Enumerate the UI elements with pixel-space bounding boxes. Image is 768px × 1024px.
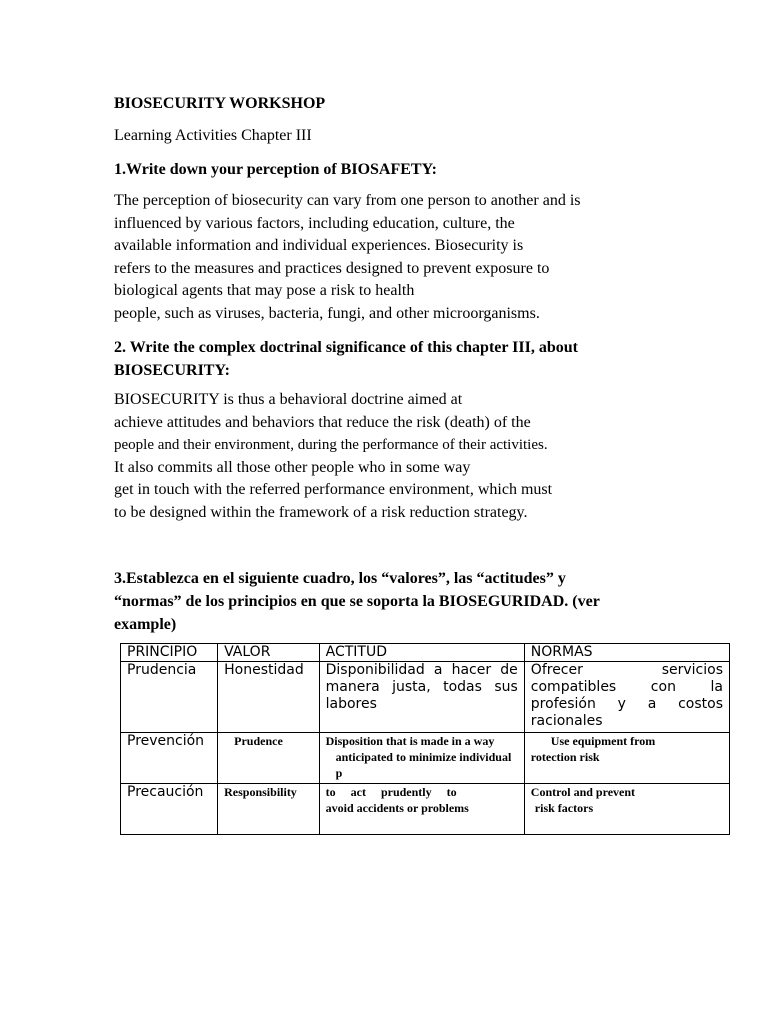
answer-1-line: people, such as viruses, bacteria, fungi, and other microorganisms. — [114, 304, 540, 322]
cell-valor: Responsibility — [218, 784, 320, 835]
cell-valor-text: Prudence — [234, 734, 283, 748]
answer-1-line: The perception of biosecurity can vary from one person to another and is — [114, 192, 581, 209]
principles-table — [120, 643, 730, 835]
answer-1-line: available information and individual experiences. Biosecurity is — [114, 237, 524, 255]
answer-1-line: refers to the measures and practices designed to prevent exposure to — [114, 259, 550, 277]
cell-normas-line: risk factors — [534, 801, 594, 815]
header-actitud: ACTITUD — [319, 644, 524, 662]
cell-actitud-line: to act prudently to — [325, 785, 457, 799]
answer-2-line: achieve attitudes and behaviors that reduce the risk (death) of the — [114, 413, 531, 431]
cell-normas-line: Use equipment from — [550, 734, 656, 748]
header-normas: NORMAS — [524, 644, 729, 662]
cell-normas-line: rotection risk — [530, 750, 600, 764]
cell-actitud: Disponibilidad a hacer de manera justa, todas sus labores — [319, 662, 524, 733]
answer-2-line: It also commits all those other people who in some way — [114, 458, 471, 476]
header-valor: VALOR — [218, 644, 320, 662]
answer-1-line: influenced by various factors, including education, culture, the — [114, 214, 515, 232]
answer-2-line: to be designed within the framework of a risk reduction strategy. — [114, 503, 528, 521]
table-header-row — [121, 644, 730, 662]
cell-normas — [524, 733, 729, 784]
header-principio: PRINCIPIO — [121, 644, 218, 662]
question-1: 1.Write down your perception of BIOSAFETY: — [114, 161, 437, 178]
answer-2-line: people and their environment, during the performance of their activities. — [114, 437, 548, 454]
document-title: BIOSECURITY WORKSHOP — [114, 95, 326, 112]
question-3: 3.Establezca en el siguiente cuadro, los “valores”, las “actitudes” y “normas” de los principios en que se soporta la BIOSEGURIDAD. (ver example) — [114, 570, 600, 633]
answer-1 — [114, 190, 581, 326]
table-row — [121, 662, 730, 733]
cell-actitud — [319, 733, 524, 784]
cell-normas-line: Control and prevent — [530, 785, 636, 799]
cell-principio: Prudencia — [121, 662, 218, 733]
cell-principio: Precaución — [121, 784, 218, 835]
cell-valor: Honestidad — [218, 662, 320, 733]
cell-normas — [524, 784, 729, 835]
answer-2-line: BIOSECURITY is thus a behavioral doctrine aimed at — [114, 391, 463, 408]
answer-2-line: get in touch with the referred performance environment, which must — [114, 481, 553, 499]
table-row — [121, 733, 730, 784]
question-2: 2. Write the complex doctrinal significance of this chapter III, about BIOSECURITY: — [114, 339, 578, 379]
answer-2 — [114, 389, 552, 525]
answer-1-line: biological agents that may pose a risk to health — [114, 282, 415, 300]
cell-principio: Prevención — [121, 733, 218, 784]
cell-actitud-line: avoid accidents or problems — [325, 801, 469, 815]
document-subtitle: Learning Activities Chapter III — [114, 127, 312, 144]
cell-actitud-line: Disposition that is made in a way — [325, 734, 495, 748]
table-row — [121, 784, 730, 835]
cell-valor — [218, 733, 320, 784]
cell-actitud-line: anticipated to minimize individual p — [335, 750, 512, 780]
cell-normas: Ofrecer servicios compatibles con la profesión y a costos racionales — [524, 662, 729, 733]
cell-actitud — [319, 784, 524, 835]
